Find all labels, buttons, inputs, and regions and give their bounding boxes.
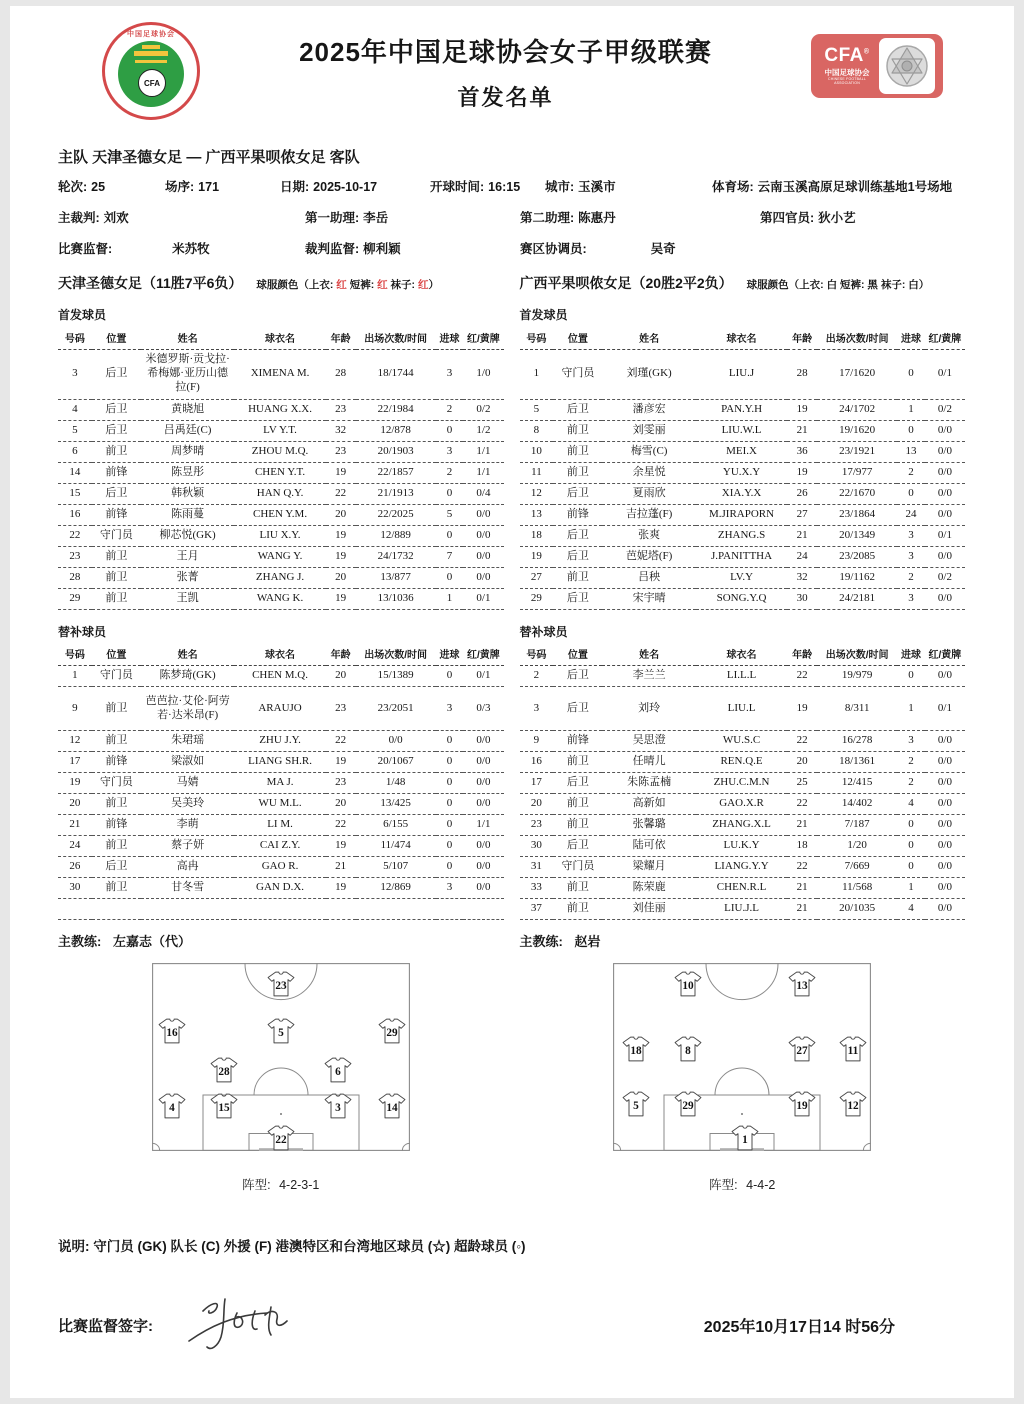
table-header-row [520, 645, 966, 666]
home-starters-label: 首发球员 [58, 308, 107, 322]
supervisor-signature [181, 1289, 311, 1361]
player-row [58, 899, 504, 920]
home-starters-table [58, 328, 504, 610]
jersey-icon [267, 1125, 295, 1151]
col-jersey-name: 球衣名 [696, 645, 787, 666]
jersey-icon [158, 1093, 186, 1119]
table-header-row [58, 328, 504, 349]
player-row: 5 后卫 潘彦宏 PAN.Y.H 19 24/1702 1 0/2 [520, 399, 966, 420]
jersey-icon [788, 1091, 816, 1117]
crest-text: 中国足球协会 [127, 31, 175, 38]
svg-text:16: 16 [166, 1026, 179, 1039]
jersey-icon [378, 1093, 406, 1119]
jersey-icon [267, 1018, 295, 1044]
col-jersey-name: 球衣名 [234, 645, 325, 666]
svg-text:6: 6 [334, 1066, 341, 1079]
kit-segment: 球服颜色（上衣: [746, 279, 827, 291]
col-cards: 红/黄牌 [463, 645, 503, 666]
col-cards: 红/黄牌 [925, 645, 965, 666]
info-item: 日期: 2025-10-17 [280, 180, 378, 194]
svg-text:5: 5 [277, 1026, 284, 1039]
home-formation-label [58, 1175, 504, 1193]
col-number: 号码 [58, 645, 92, 666]
away-formation-diagram [613, 963, 871, 1151]
home-team-column [58, 273, 504, 1193]
home-subs-table [58, 645, 504, 921]
col-apps-time: 出场次数/时间 [356, 328, 436, 349]
col-position: 位置 [553, 645, 602, 666]
col-name: 姓名 [141, 645, 235, 666]
player-row: 16 前卫 任晴儿 REN.Q.E 20 18/1361 2 0/0 [520, 752, 966, 773]
svg-text:14: 14 [386, 1101, 398, 1114]
away-jerseys-layer [613, 963, 871, 1151]
crest-ball-icon: CFA [138, 69, 166, 97]
col-age: 年龄 [787, 328, 817, 349]
svg-text:28: 28 [218, 1066, 230, 1079]
legend-note: 说明: 守门员 (GK) 队长 (C) 外援 (F) 港澳特区和台湾地区球员 (☆) 超龄球员 (◦) [58, 1239, 526, 1254]
jersey-icon [731, 1125, 759, 1151]
svg-text:10: 10 [682, 979, 694, 992]
info-item: 第四官员: 狄小艺 [760, 211, 856, 225]
away-starters-table [520, 328, 966, 610]
player-row: 17 后卫 朱陈孟楠 ZHU.C.M.N 25 12/415 2 0/0 [520, 773, 966, 794]
info-item: 主裁判: 刘欢 [58, 211, 129, 225]
col-name: 姓名 [602, 328, 696, 349]
svg-text:5: 5 [633, 1099, 640, 1112]
player-row: 5 后卫 吕禹廷(C) LV Y.T. 32 12/878 0 1/2 [58, 420, 504, 441]
svg-text:23: 23 [275, 979, 287, 992]
jersey-icon [210, 1057, 238, 1083]
jersey-icon [378, 1018, 406, 1044]
match-teams-line: 主队 天津圣德女足 — 广西平果呗侬女足 客队 [58, 149, 360, 166]
player-row: 17 前锋 梁淑如 LIANG SH.R. 19 20/1067 0 0/0 [58, 752, 504, 773]
player-row: 24 前卫 蔡子妍 CAI Z.Y. 19 11/474 0 0/0 [58, 836, 504, 857]
col-apps-time: 出场次数/时间 [817, 645, 897, 666]
svg-text:15: 15 [218, 1101, 230, 1114]
badge-cn-label: 中国足球协会 [824, 67, 870, 77]
badge-cfa-label: CFA [824, 45, 864, 67]
kit-segment: ） [918, 279, 930, 291]
jersey-icon [839, 1091, 867, 1117]
col-goals: 进球 [436, 328, 464, 349]
page-subtitle: 首发名单 [457, 85, 554, 110]
teams-container [58, 273, 965, 1193]
player-row: 2 后卫 李兰兰 LI.L.L 22 19/979 0 0/0 [520, 666, 966, 687]
away-team-column [520, 273, 966, 1193]
col-age: 年龄 [326, 645, 356, 666]
kit-segment: 短裤: [346, 279, 378, 291]
col-apps-time: 出场次数/时间 [817, 328, 897, 349]
svg-text:18: 18 [630, 1045, 643, 1058]
svg-text:12: 12 [847, 1099, 859, 1112]
svg-text:27: 27 [795, 1045, 808, 1058]
away-subs-table [520, 645, 966, 921]
match-info-row-1 [58, 177, 965, 195]
player-row: 20 前卫 高新如 GAO.X.R 22 14/402 4 0/0 [520, 794, 966, 815]
home-kit-colors [256, 277, 439, 292]
badge-reg-mark: ® [863, 48, 870, 56]
info-item: 城市: 玉溪市 [545, 180, 616, 194]
player-row: 1 守门员 陈梦琦(GK) CHEN M.Q. 20 15/1389 0 0/1 [58, 666, 504, 687]
player-row: 12 后卫 夏雨欣 XIA.Y.X 26 22/1670 0 0/0 [520, 483, 966, 504]
jersey-icon [674, 1091, 702, 1117]
info-item: 第二助理: 陈惠丹 [520, 211, 616, 225]
player-row: 3 后卫 刘玲 LIU.L 19 8/311 1 0/1 [520, 687, 966, 731]
away-team-name: 广西平果呗侬女足（20胜2平2负） [519, 275, 733, 291]
col-name: 姓名 [141, 328, 235, 349]
player-row: 18 后卫 张爽 ZHANG.S 21 20/1349 3 0/1 [520, 525, 966, 546]
jersey-icon [788, 971, 816, 997]
jersey-icon [622, 1036, 650, 1062]
col-number: 号码 [58, 328, 92, 349]
player-row: 9 前锋 吴思澄 WU.S.C 22 16/278 3 0/0 [520, 731, 966, 752]
player-row: 13 前锋 吉拉蓬(F) M.JIRAPORN 27 23/1864 24 0/0 [520, 504, 966, 525]
col-goals: 进球 [897, 328, 925, 349]
svg-text:29: 29 [386, 1026, 398, 1039]
svg-text:22: 22 [275, 1133, 287, 1146]
col-number: 号码 [520, 328, 554, 349]
jersey-icon [839, 1036, 867, 1062]
home-subs-label: 替补球员 [58, 624, 107, 639]
badge-en-label: CHINESE FOOTBALL ASSOCIATION [827, 77, 866, 86]
player-row: 23 前卫 王月 WANG Y. 19 24/1732 7 0/0 [58, 546, 504, 567]
player-row: 37 前卫 刘佳丽 LIU.J.L 21 20/1035 4 0/0 [520, 899, 966, 920]
col-position: 位置 [92, 645, 141, 666]
supervisor-signature-label: 比赛监督签字: [58, 1317, 153, 1335]
jersey-icon [158, 1018, 186, 1044]
player-row: 1 守门员 刘瑾(GK) LIU.J 28 17/1620 0 0/1 [520, 349, 966, 399]
player-row: 19 守门员 马婧 MA J. 23 1/48 0 0/0 [58, 773, 504, 794]
home-coach-name: 左嘉志（代） [112, 934, 191, 949]
coach-label: 主教练: [58, 934, 102, 949]
svg-text:1: 1 [742, 1133, 748, 1146]
kit-segment: 短裤: [837, 279, 868, 291]
svg-text:13: 13 [795, 979, 808, 992]
home-formation-diagram [152, 963, 410, 1151]
col-age: 年龄 [326, 328, 356, 349]
player-row: 28 前卫 张菁 ZHANG J. 20 13/877 0 0/0 [58, 567, 504, 588]
player-row: 31 守门员 梁耀月 LIANG.Y.Y 22 7/669 0 0/0 [520, 857, 966, 878]
kit-segment: 黑 [867, 279, 878, 291]
home-coach-line [58, 931, 504, 950]
info-item: 场序: 171 [165, 180, 220, 194]
jersey-icon [622, 1091, 650, 1117]
col-cards: 红/黄牌 [463, 328, 503, 349]
col-goals: 进球 [436, 645, 464, 666]
player-row: 20 前卫 吴美玲 WU M.L. 20 13/425 0 0/0 [58, 794, 504, 815]
player-row: 11 前卫 余星悦 YU.X.Y 19 17/977 2 0/0 [520, 462, 966, 483]
col-number: 号码 [520, 645, 554, 666]
col-cards: 红/黄牌 [925, 328, 965, 349]
svg-text:29: 29 [682, 1099, 694, 1112]
kit-segment: 白 [826, 279, 838, 291]
jersey-icon [788, 1036, 816, 1062]
kit-segment: 袜子: [877, 279, 909, 291]
player-row: 15 后卫 韩秋颖 HAN Q.Y. 22 21/1913 0 0/4 [58, 483, 504, 504]
table-header-row [58, 645, 504, 666]
col-jersey-name: 球衣名 [696, 328, 787, 349]
cfa-badge-text [815, 46, 879, 86]
crest-green-circle [118, 41, 184, 107]
info-item: 第一助理: 李岳 [305, 211, 389, 225]
info-item: 比赛监督: 米苏牧 [58, 242, 210, 256]
col-goals: 进球 [897, 645, 925, 666]
player-row: 10 前卫 梅雪(C) MEI.X 36 23/1921 13 0/0 [520, 441, 966, 462]
svg-text:8: 8 [685, 1045, 691, 1058]
col-position: 位置 [92, 328, 141, 349]
player-row: 12 前卫 朱珺瑶 ZHU J.Y. 22 0/0 0 0/0 [58, 731, 504, 752]
away-starters-label: 首发球员 [519, 308, 568, 322]
col-name: 姓名 [602, 645, 696, 666]
signature-row [58, 1289, 965, 1361]
crest-building-icon [134, 51, 168, 56]
jersey-icon [674, 1036, 702, 1062]
player-row: 30 前卫 甘冬雪 GAN D.X. 19 12/869 3 0/0 [58, 878, 504, 899]
formation-label: 阵型: [709, 1178, 738, 1192]
player-row: 6 前卫 周梦晴 ZHOU M.Q. 23 20/1903 3 1/1 [58, 441, 504, 462]
player-row: 16 前锋 陈雨蔓 CHEN Y.M. 20 22/2025 5 0/0 [58, 504, 504, 525]
svg-text:11: 11 [847, 1045, 859, 1058]
jersey-icon [324, 1093, 352, 1119]
page-title: 2025年中国足球协会女子甲级联赛 [299, 37, 712, 67]
cfa-rose-emblem-icon [879, 38, 935, 94]
col-apps-time: 出场次数/时间 [356, 645, 436, 666]
away-kit-colors [747, 277, 930, 292]
player-row: 8 前卫 刘雯丽 LIU.W.L 21 19/1620 0 0/0 [520, 420, 966, 441]
away-formation-label [520, 1175, 966, 1193]
player-row: 21 前锋 李萌 LI M. 22 6/155 0 1/1 [58, 815, 504, 836]
info-item: 裁判监督: 柳利颖 [305, 242, 401, 256]
info-item: 开球时间: 16:15 [430, 180, 521, 194]
kit-segment: 红 [417, 279, 429, 291]
player-row: 23 前卫 张馨璐 ZHANG.X.L 21 7/187 0 0/0 [520, 815, 966, 836]
info-item: 赛区协调员: 吴奇 [520, 242, 676, 256]
col-position: 位置 [553, 328, 602, 349]
title-block [200, 22, 811, 112]
player-row: 30 后卫 陆可依 LU.K.Y 18 1/20 0 0/0 [520, 836, 966, 857]
away-subs-label: 替补球员 [519, 624, 568, 639]
lineup-sheet [10, 6, 1014, 1398]
info-item: 轮次: 25 [58, 180, 106, 194]
match-officials-row [58, 208, 965, 226]
kit-segment: 红 [377, 279, 388, 291]
kit-segment: 红 [336, 279, 347, 291]
kit-segment: 球服颜色（上衣: [256, 279, 337, 291]
jersey-icon [674, 971, 702, 997]
cfa-badge-logo [811, 34, 943, 98]
home-team-header [58, 273, 504, 293]
player-row: 22 守门员 柳芯悦(GK) LIU X.Y. 19 12/889 0 0/0 [58, 525, 504, 546]
home-formation-value: 4-2-3-1 [279, 1178, 320, 1192]
player-row: 33 前卫 陈荣鹿 CHEN.R.L 21 11/568 1 0/0 [520, 878, 966, 899]
player-row: 4 后卫 黄晓旭 HUANG X.X. 23 22/1984 2 0/2 [58, 399, 504, 420]
away-team-header [520, 273, 966, 293]
jersey-icon [324, 1057, 352, 1083]
home-jerseys-layer [152, 963, 410, 1151]
player-row: 26 后卫 高冉 GAO R. 21 5/107 0 0/0 [58, 857, 504, 878]
home-team-name: 天津圣德女足（11胜7平6负） [58, 275, 243, 291]
col-age: 年龄 [787, 645, 817, 666]
cfa-crest-logo [102, 22, 200, 120]
kit-segment: ） [428, 279, 439, 291]
player-row: 29 前卫 王凯 WANG K. 19 13/1036 1 0/1 [58, 588, 504, 609]
col-jersey-name: 球衣名 [234, 328, 325, 349]
match-supervisors-row [58, 239, 965, 257]
away-coach-line [520, 931, 966, 950]
signature-datetime: 2025年10月17日14 时56分 [703, 1318, 895, 1336]
player-row: 27 前卫 吕秧 LV.Y 32 19/1162 2 0/2 [520, 567, 966, 588]
jersey-icon [267, 971, 295, 997]
svg-text:3: 3 [334, 1101, 341, 1114]
jersey-icon [210, 1093, 238, 1119]
player-row: 14 前锋 陈昱彤 CHEN Y.T. 19 22/1857 2 1/1 [58, 462, 504, 483]
player-row: 3 后卫 米德罗斯·贡戈拉·希梅娜·亚历山德拉(F) XIMENA M. 28 18/1744 3 1/0 [58, 349, 504, 399]
formation-label: 阵型: [242, 1178, 271, 1192]
info-item: 体育场: 云南玉溪高原足球训练基地1号场地 [712, 180, 953, 194]
sheet-header [58, 22, 965, 126]
kit-segment: 袜子: [387, 279, 418, 291]
player-row: 9 前卫 芭芭拉·艾伦·阿劳若·达米昂(F) ARAUJO 23 23/2051 3 0/3 [58, 687, 504, 731]
svg-text:4: 4 [169, 1101, 176, 1114]
away-coach-name: 赵岩 [574, 934, 601, 949]
table-header-row [520, 328, 966, 349]
kit-segment: 白 [908, 279, 919, 291]
player-row: 19 后卫 芭妮塔(F) J.PANITTHA 24 23/2085 3 0/0 [520, 546, 966, 567]
away-formation-value: 4-4-2 [746, 1178, 776, 1192]
player-row: 29 后卫 宋宇晴 SONG.Y.Q 30 24/2181 3 0/0 [520, 588, 966, 609]
coach-label: 主教练: [519, 934, 563, 949]
svg-text:19: 19 [795, 1099, 808, 1112]
